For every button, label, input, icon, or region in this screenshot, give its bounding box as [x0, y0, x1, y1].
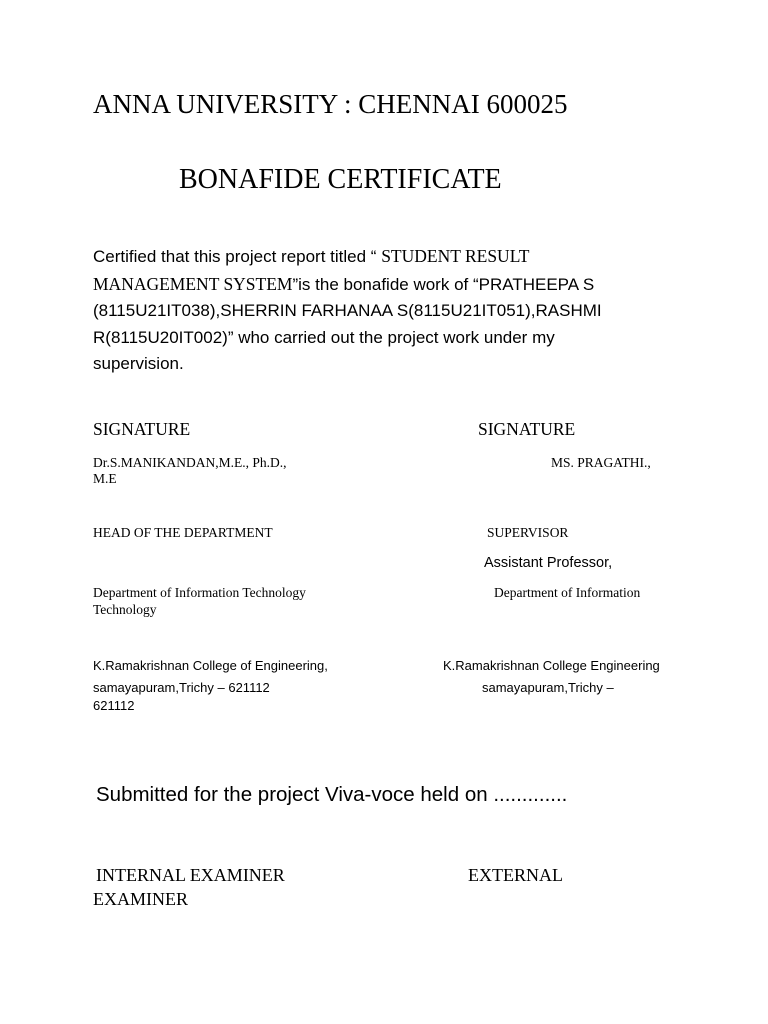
supervisor-department: Department of Information [494, 585, 641, 600]
project-title-part: STUDENT RESULT [381, 246, 530, 266]
hod-designation: HEAD OF THE DEPARTMENT [93, 525, 273, 540]
internal-examiner-label: INTERNAL EXAMINER [96, 865, 285, 885]
supervisor-title: Assistant Professor, [484, 555, 613, 571]
supervisor-signature-label: SIGNATURE [478, 419, 576, 439]
project-title-part: MANAGEMENT SYSTEM [93, 273, 293, 294]
university-title: ANNA UNIVERSITY : CHENNAI 600025 [93, 89, 568, 119]
hod-department-continued: Technology [93, 602, 157, 617]
hod-signature-label: SIGNATURE [93, 419, 191, 439]
hod-address: samayapuram,Trichy – 621112 [93, 680, 270, 695]
paragraph-line: (8115U21IT038),SHERRIN FARHANAA S(8115U21IT051),RASHMI [93, 301, 602, 320]
supervisor-address: samayapuram,Trichy – [482, 680, 614, 695]
paragraph-text: ”is the bonafide work of “PRATHEEPA S [292, 274, 595, 294]
supervisor-designation: SUPERVISOR [487, 525, 569, 540]
certification-paragraph [93, 243, 693, 378]
hod-address-continued: 621112 [93, 698, 135, 713]
paragraph-line: R(8115U20IT002)” who carried out the project work under my [93, 327, 555, 347]
viva-voce-line: Submitted for the project Viva-voce held on ............. [96, 783, 568, 806]
paragraph-line: supervision. [93, 354, 184, 373]
hod-name-continued: M.E [93, 471, 117, 486]
hod-name: Dr.S.MANIKANDAN,M.E., Ph.D., [93, 455, 287, 470]
paragraph-line [93, 243, 693, 271]
paragraph-line [93, 271, 693, 299]
external-examiner-label: EXTERNAL [468, 865, 563, 885]
paragraph-text: Certified that this project report titled “ [93, 247, 382, 266]
supervisor-college: K.Ramakrishnan College Engineering [443, 658, 660, 673]
supervisor-name: MS. PRAGATHI., [551, 455, 651, 470]
certificate-title: BONAFIDE CERTIFICATE [179, 164, 502, 195]
hod-college: K.Ramakrishnan College of Engineering, [93, 658, 328, 673]
external-examiner-label-continued: EXAMINER [93, 889, 188, 909]
hod-department: Department of Information Technology [93, 585, 306, 600]
